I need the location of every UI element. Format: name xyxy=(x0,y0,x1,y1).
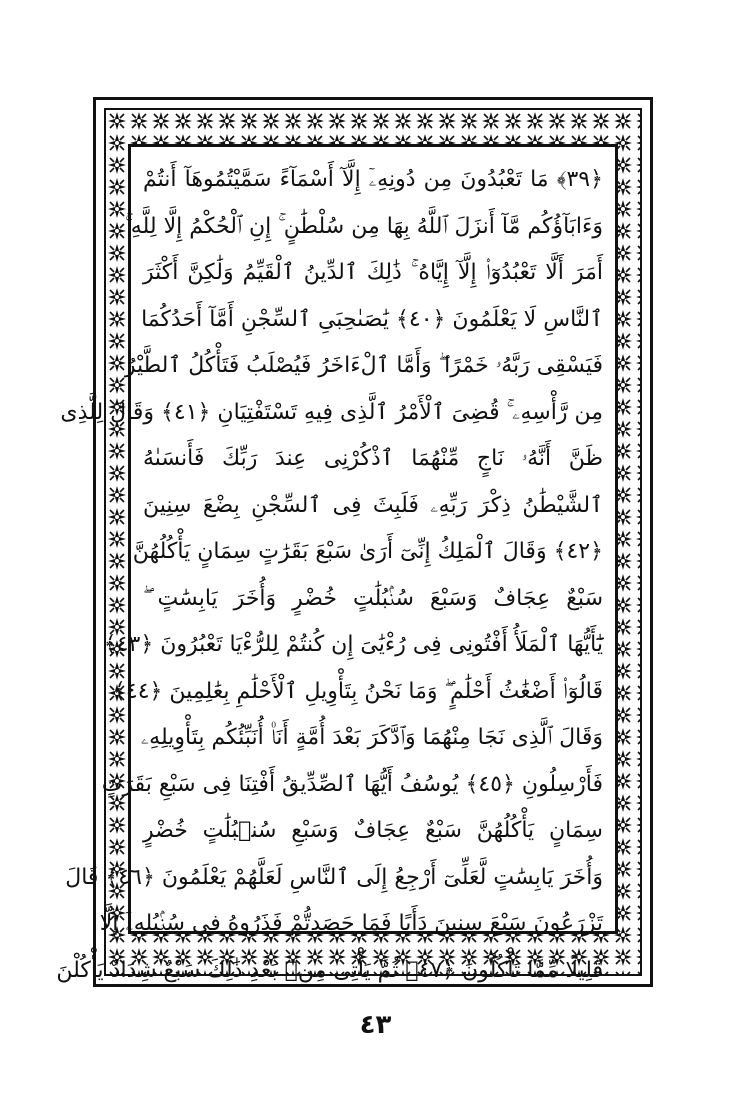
ornamental-border xyxy=(56,108,642,983)
text-line: ظَنَّ أَنَّهُۥ نَاجٍ مِّنْهُمَا ٱذْكُرْنِى عِندَ رَبِّكَ فَأَنسَىٰهُ xyxy=(143,446,603,471)
text-line: سِمَانٍ يَأْكُلُهُنَّ سَبْعٌ عِجَافٌ وَسَبْعِ سُنۢبُلَٰتٍ خُضْرٍ xyxy=(143,818,603,843)
text-line: فَأَرْسِلُونِ ﴿٤٥﴾ يُوسُفُ أَيُّهَا ٱلصِّدِّيقُ أَفْتِنَا فِى سَبْعِ بَقَرَٰتٍ xyxy=(101,771,603,797)
text-line: وَءَابَآؤُكُم مَّآ أَنزَلَ ٱللَّهُ بِهَا مِن سُلْطَٰنٍ ۚ إِنِ ٱلْحُكْمُ إِلَّا لِلَّهِ ۚ xyxy=(125,213,603,239)
text-line: تَزْرَعُونَ سَبْعَ سِنِينَ دَأَبًا فَمَا حَصَدتُّمْ فَذَرُوهُ فِى سُنۢبُلِهِۦٓ إِلَّا xyxy=(99,911,603,936)
page-number: ٤٣ xyxy=(359,1010,392,1040)
text-line: قَلِيلًا مِّمَّا تَأْكُلُونَ ﴿٤٧﴾ ثُمَّ يَأْتِى مِنۢ بَعْدِ ذَٰلِكَ سَبْعٌ شِدَادٌ يَأْكُلْنَ xyxy=(56,957,603,983)
text-line: مِن رَّأْسِهِۦ ۚ قُضِىَ ٱلْأَمْرُ ٱلَّذِى فِيهِ تَسْتَفْتِيَانِ ﴿٤١﴾ وَقَالَ لِلَّذِى xyxy=(60,399,603,425)
text-line: ﴿٤٢﴾ وَقَالَ ٱلْمَلِكُ إِنِّىٓ أَرَىٰ سَبْعَ بَقَرَٰتٍ سِمَانٍ يَأْكُلُهُنَّ xyxy=(132,539,603,564)
text-line: ﴿٣٩﴾ مَا تَعْبُدُونَ مِن دُونِهِۦٓ إِلَّآ أَسْمَآءً سَمَّيْتُمُوهَآ أَنتُمْ xyxy=(143,167,603,192)
text-line: ٱلشَّيْطَٰنُ ذِكْرَ رَبِّهِۦ فَلَبِثَ فِى ٱلسِّجْنِ بِضْعَ سِنِينَ xyxy=(143,492,603,518)
text-line: قَالُوٓا۟ أَضْغَٰثُ أَحْلَٰمٍ ۖ وَمَا نَحْنُ بِتَأْوِيلِ ٱلْأَحْلَٰمِ بِعَٰلِمِينَ ﴿٤٤﴾ xyxy=(113,678,603,704)
text-line: فَيَسْقِى رَبَّهُۥ خَمْرًا ۖ وَأَمَّا ٱلْءَاخَرُ فَيُصْلَبُ فَتَأْكُلُ ٱلطَّيْرُ xyxy=(124,353,603,378)
text-panel xyxy=(56,144,618,983)
text-line: وَأُخَرَ يَابِسَٰتٍ لَّعَلِّىٓ أَرْجِعُ إِلَى ٱلنَّاسِ لَعَلَّهُمْ يَعْلَمُونَ ﴿٤٦﴾ قَالَ xyxy=(65,864,603,890)
text-line: وَقَالَ ٱلَّذِى نَجَا مِنْهُمَا وَٱدَّكَرَ بَعْدَ أُمَّةٍ أَنَا۠ أُنَبِّئُكُم بِتَأْوِيلِهِۦ xyxy=(140,725,603,750)
text-line: أَمَرَ أَلَّا تَعْبُدُوٓا۟ إِلَّآ إِيَّاهُ ۚ ذَٰلِكَ ٱلدِّينُ ٱلْقَيِّمُ وَلَٰكِنَّ أَكْثَرَ xyxy=(143,260,603,285)
page-border-frame xyxy=(56,97,653,987)
text-line: ٱلنَّاسِ لَا يَعْلَمُونَ ﴿٤٠﴾ يَٰصَىٰحِبَىِ ٱلسِّجْنِ أَمَّآ أَحَدُكُمَا xyxy=(141,306,603,332)
text-line: سَبْعٌ عِجَافٌ وَسَبْعَ سُنۢبُلَٰتٍ خُضْرٍ وَأُخَرَ يَابِسَٰتٍ ۖ xyxy=(143,585,603,611)
text-line: يَٰٓأَيُّهَا ٱلْمَلَأُ أَفْتُونِى فِى رُءْيَٰىَ إِن كُنتُمْ لِلرُّءْيَا تَعْبُرُونَ ﴿٤٣﴾ xyxy=(103,632,603,657)
